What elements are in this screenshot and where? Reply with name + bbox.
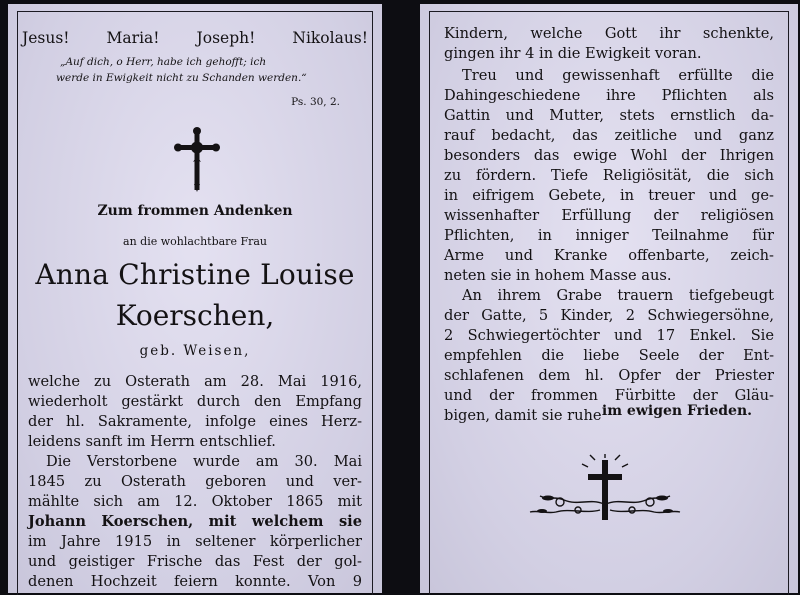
body-line: in eifrigem Gebete, in treuer und ge- — [444, 187, 774, 204]
body-line: bigen, damit sie ruhe — [444, 407, 602, 424]
body-line: wissenhafter Erfüllung der religiösen — [444, 207, 774, 224]
heading: Zum frommen Andenken — [97, 203, 293, 219]
ornate-cross-icon — [174, 126, 220, 192]
husband-name: Johann Koerschen, mit welchem sie — [28, 513, 362, 530]
body-line: Pflichten, in inniger Teilnahme für — [444, 227, 774, 244]
body-line: besonders das ewige Wohl der Ihrigen — [444, 147, 774, 164]
body-line: rauf bedacht, das zeitliche und ganz — [444, 127, 774, 144]
body-line: welche zu Osterath am 28. Mai 1916, — [28, 373, 362, 390]
cross-with-rays-and-foliage-icon — [520, 454, 690, 524]
deceased-name-line-2: Koerschen, — [115, 299, 275, 332]
body-line: 2 Schwiegertöchter und 17 Enkel. Sie — [444, 327, 774, 344]
motto-line-2: werde in Ewigkeit nicht zu Schanden werden.“ — [56, 72, 307, 84]
body-line: Dahingeschiedene ihre Pflichten als — [444, 87, 774, 104]
invocation-joseph: Joseph! — [196, 29, 256, 47]
body-line: neten sie in hohem Masse aus. — [444, 267, 672, 284]
motto-reference: Ps. 30, 2. — [291, 96, 340, 108]
body-line: im Jahre 1915 in seltener körperlicher — [28, 533, 362, 550]
memorial-card-back — [420, 4, 798, 593]
body-line: gingen ihr 4 in die Ewigkeit voran. — [444, 45, 702, 62]
motto-line-1: „Auf dich, o Herr, habe ich gehofft; ich — [60, 56, 267, 68]
body-line-husband — [28, 512, 362, 532]
body-line: der hl. Sakramente, infolge eines Herz- — [28, 413, 362, 430]
birth-name: geb. Weisen, — [139, 343, 251, 359]
body-line: leidens sanft im Herrn entschlief. — [28, 433, 276, 450]
body-line: Gattin und Mutter, stets ernstlich da- — [444, 107, 774, 124]
body-line: denen Hochzeit feiern konnte. Von 9 — [28, 573, 362, 590]
body-line: zu fördern. Tiefe Religiösität, die sich — [444, 167, 774, 184]
body-line: An ihrem Grabe trauern tiefgebeugt — [462, 287, 774, 304]
body-line: und geistiger Frische das Fest der gol- — [28, 553, 362, 570]
body-line: Die Verstorbene wurde am 30. Mai — [46, 453, 362, 470]
body-line: empfehlen die liebe Seele der Ent- — [444, 347, 774, 364]
invocation-maria: Maria! — [106, 29, 160, 47]
invocation-jesus: Jesus! — [22, 29, 70, 47]
body-line: Treu und gewissenhaft erfüllte die — [462, 67, 774, 84]
body-line: Arme und Kranke offenbarte, zeich- — [444, 247, 774, 264]
body-line: mählte sich am 12. Oktober 1865 mit — [28, 493, 362, 510]
memorial-card-front — [8, 4, 382, 593]
subheading: an die wohlachtbare Frau — [123, 235, 267, 248]
invocation-line — [22, 29, 368, 47]
closing-line: im ewigen Frieden. — [601, 403, 752, 419]
body-line: Kindern, welche Gott ihr schenkte, — [444, 25, 774, 42]
body-line: 1845 zu Osterath geboren und ver- — [28, 473, 362, 490]
body-line: der Gatte, 5 Kinder, 2 Schwiegersöhne, — [444, 307, 774, 324]
body-line: schlafenen dem hl. Opfer der Priester — [444, 367, 774, 384]
body-line: und der frommen Fürbitte der Gläu- — [444, 387, 774, 404]
body-line: wiederholt gestärkt durch den Empfang — [28, 393, 362, 410]
deceased-name-line-1: Anna Christine Louise — [35, 258, 355, 291]
invocation-nikolaus: Nikolaus! — [292, 29, 368, 47]
